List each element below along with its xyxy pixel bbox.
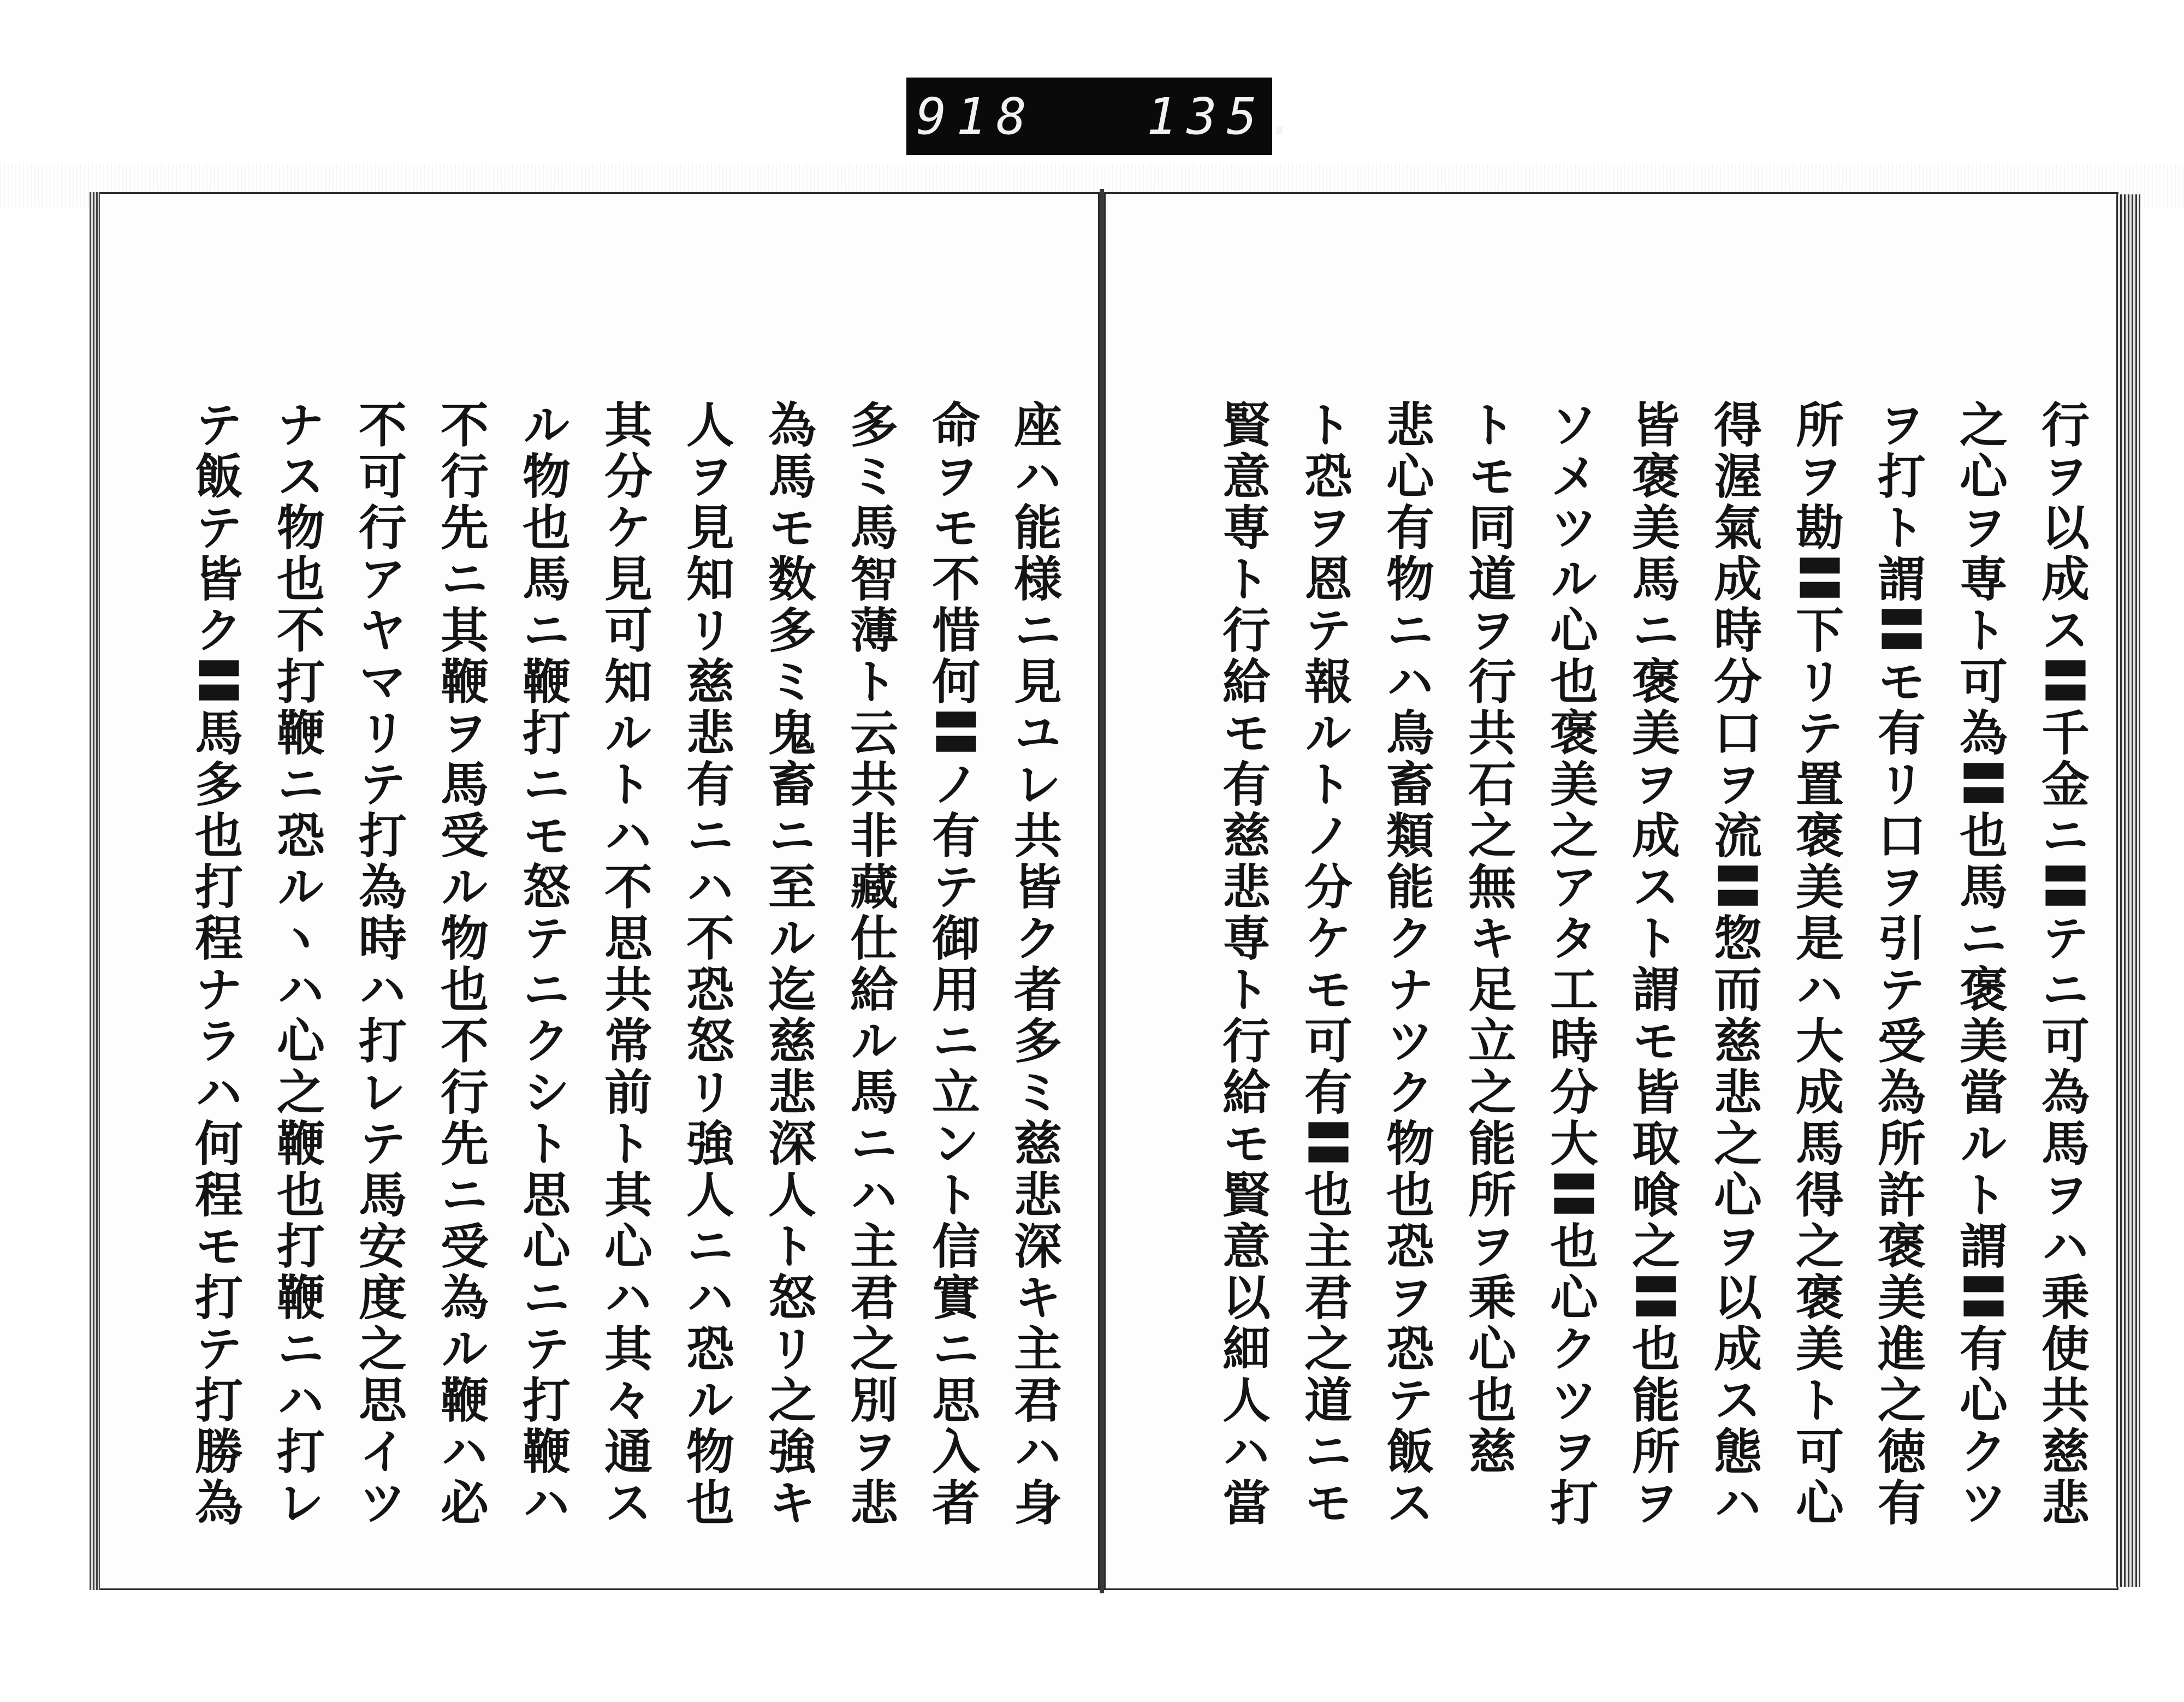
text-line: 之心ヲ専ト可為〓也馬ニ褒美當ルト謂〓有心クツ — [1952, 400, 2009, 1529]
text-line: 皆褒美馬ニ褒美ヲ成スト謂モ皆取喰之〓也能所ヲ — [1624, 400, 1681, 1529]
book-spine — [1100, 189, 1104, 1593]
text-line: ナス物也不打鞭ニ恐ルヽハ心之鞭也打鞭ニハ打レ — [269, 400, 326, 1529]
right-page-text — [1164, 400, 2103, 1579]
text-line: 為馬モ数多ミ鬼畜ニ至ル迄慈悲深人ト怒リ之強キ — [761, 400, 817, 1529]
text-line: ル物也馬ニ鞭打ニモ怒テニクシト思心ニテ打鞭ハ — [515, 400, 572, 1529]
text-line: 所ヲ勘〓下リテ置褒美是ハ大成馬得之褒美ト可心 — [1788, 400, 1845, 1529]
text-line: ト恐ヲ恩テ報ルトノ分ケモ可有〓也主君之道ニモ — [1297, 400, 1354, 1529]
text-line: 悲心有物ニハ鳥畜類能クナツク物也恐ヲ恐テ飯ス — [1379, 400, 1435, 1529]
left-page-text — [147, 400, 1076, 1579]
archive-label — [906, 78, 1307, 155]
text-line: 不可行アヤマリテ打為時ハ打レテ馬安度之思イツ — [351, 400, 408, 1529]
text-line: 命ヲモ不惜何〓ノ有テ御用ニ立ント信實ニ思入者 — [924, 400, 981, 1529]
text-line: トモ同道ヲ行共石之無キ足立之能所ヲ乗心也慈 — [1461, 400, 1517, 1478]
open-book — [98, 192, 2118, 1590]
text-line: 人ヲ見知リ慈悲有ニハ不恐怒リ強人ニハ恐ル物也 — [679, 400, 735, 1529]
text-line: 賢意専ト行給モ有慈悲専ト行給モ賢意以細人ハ當 — [1215, 400, 1272, 1529]
left-page — [98, 192, 1102, 1590]
text-line: 座ハ能様ニ見ユレ共皆ク者多ミ慈悲深キ主君ハ身 — [1006, 400, 1063, 1529]
text-line: ヲ打ト謂〓モ有リ口ヲ引テ受為所許褒美進之徳有 — [1870, 400, 1927, 1529]
page-number: 135. — [1147, 87, 1307, 146]
text-line: 其分ケ見可知ルトハ不思共常前ト其心ハ其々通ス — [597, 400, 654, 1529]
text-line: 行ヲ以成ス〓千金ニ〓テニ可為馬ヲハ乗使共慈悲 — [2034, 400, 2091, 1529]
text-line: 多ミ馬智薄ト云共非藏仕給ル馬ニハ主君之別ヲ悲 — [842, 400, 899, 1529]
archive-number: 918 — [916, 87, 1037, 146]
text-line: テ飯テ皆ク〓馬多也打程ナラハ何程モ打テ打勝為 — [187, 400, 244, 1529]
text-line: 不行先ニ其鞭ヲ馬受ル物也不行先ニ受為ル鞭ハ必 — [433, 400, 490, 1529]
text-line: 得渥氣成時分口ヲ流〓惣而慈悲之心ヲ以成ス態ハ — [1706, 400, 1763, 1529]
text-line: ソメツル心也褒美之アタ工時分大〓也心クツヲ打 — [1542, 400, 1599, 1529]
right-page — [1104, 192, 2118, 1590]
